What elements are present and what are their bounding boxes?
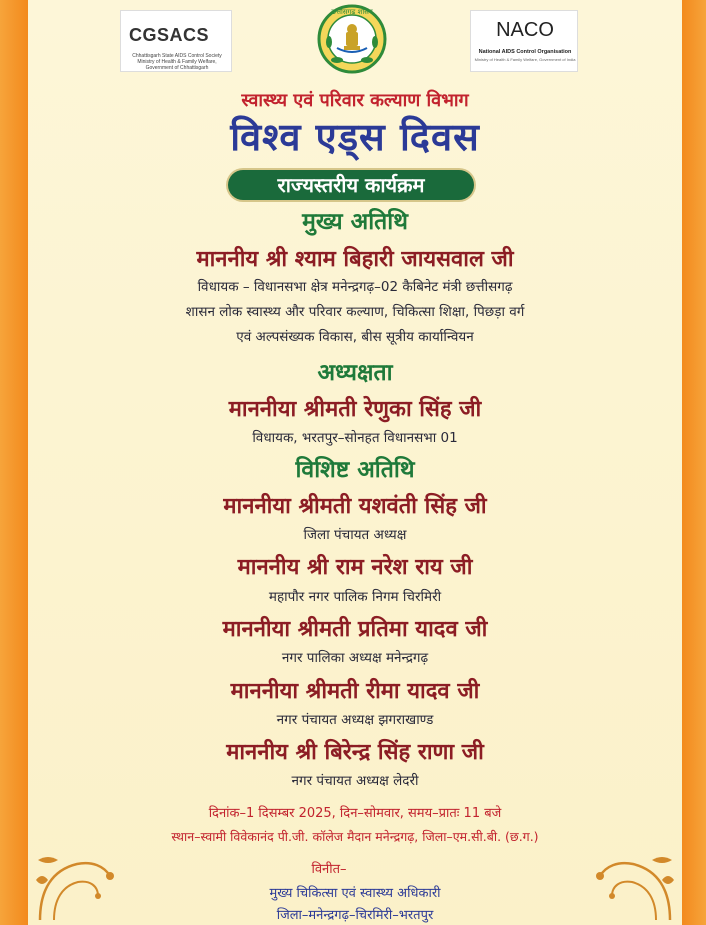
cgsacs-logo: [120, 10, 232, 72]
special-guest-name: माननीया श्रीमती रीमा यादव जी: [230, 679, 480, 704]
invitation-card: [28, 0, 682, 925]
special-guest-desc: जिला पंचायत अध्यक्ष: [303, 527, 407, 543]
presidency-desc: विधायक, भरतपुर–सोनहत विधानसभा 01: [252, 430, 458, 446]
naco-logo: [470, 10, 578, 72]
chief-guest-heading: मुख्य अतिथि: [302, 209, 408, 235]
cgsacs-logo-text: CGSACS: [129, 25, 210, 45]
emblem-text: छत्तीसगढ़ शासन: [331, 8, 373, 16]
right-border: [682, 0, 706, 925]
naco-logo-line2: Ministry of Health & Family Welfare, Government of India: [474, 57, 576, 62]
special-guest-name: माननीय श्री बिरेन्द्र सिंह राणा जी: [226, 740, 484, 765]
naco-logo-text: NACO: [496, 19, 554, 41]
event-datetime: दिनांक–1 दिसम्बर 2025, दिन–सोमवार, समय–प्रातः 11 बजे: [208, 806, 502, 821]
chief-guest-name: माननीय श्री श्याम बिहारी जायसवाल जी: [196, 247, 514, 272]
chief-guest-desc-3: एवं अल्पसंख्यक विकास, बीस सूत्रीय कार्यान्वियन: [236, 329, 474, 345]
presidency-name: माननीया श्रीमती रेणुका सिंह जी: [228, 397, 482, 422]
chhattisgarh-emblem-icon: [317, 4, 387, 74]
presidency-heading: अध्यक्षता: [317, 360, 393, 386]
event-venue: स्थान–स्वामी विवेकानंद पी.जी. कॉलेज मैदान मनेन्द्रगढ़, जिला–एम.सी.बी. (छ.ग.): [171, 829, 539, 844]
program-badge: राज्यस्तरीय कार्यक्रम: [228, 170, 474, 200]
naco-logo-line1: National AIDS Control Organisation: [478, 49, 572, 55]
footer-district: जिला–मनेन्द्रगढ़–चिरमिरी–भरतपुर: [276, 908, 434, 923]
special-guest-desc: नगर पंचायत अध्यक्ष झगराखाण्ड: [276, 712, 434, 728]
special-guest-desc: महापौर नगर पालिक निगम चिरमिरी: [268, 589, 442, 605]
vineet-label: विनीत–: [311, 862, 347, 877]
cgsacs-logo-line1: Chhattisgarh State AIDS Control Society: [132, 53, 222, 59]
special-guests-heading: विशिष्ट अतिथि: [295, 457, 415, 483]
footer-officer: मुख्य चिकित्सा एवं स्वास्थ्य अधिकारी: [269, 886, 441, 901]
event-title: विश्व एड्स दिवस: [230, 115, 480, 159]
chief-guest-desc-2: शासन लोक स्वास्थ्य और परिवार कल्याण, चिकित्सा शिक्षा, पिछड़ा वर्ग: [185, 304, 525, 320]
department-title: स्वास्थ्य एवं परिवार कल्याण विभाग: [241, 90, 469, 111]
special-guest-desc: नगर पालिका अध्यक्ष मनेन्द्रगढ़: [281, 650, 429, 666]
special-guest-desc: नगर पंचायत अध्यक्ष लेदरी: [291, 773, 419, 789]
chief-guest-desc-1: विधायक – विधानसभा क्षेत्र मनेन्द्रगढ़–02 कैबिनेट मंत्री छत्तीसगढ़: [197, 279, 513, 295]
special-guest-name: माननीया श्रीमती यशवंती सिंह जी: [223, 494, 487, 519]
special-guest-name: माननीया श्रीमती प्रतिमा यादव जी: [222, 617, 488, 642]
cgsacs-logo-line2: Ministry of Health & Family Welfare, Government of Chhattisgarh: [137, 59, 217, 71]
left-border: [0, 0, 28, 925]
special-guest-name: माननीय श्री राम नरेश राय जी: [237, 555, 473, 580]
